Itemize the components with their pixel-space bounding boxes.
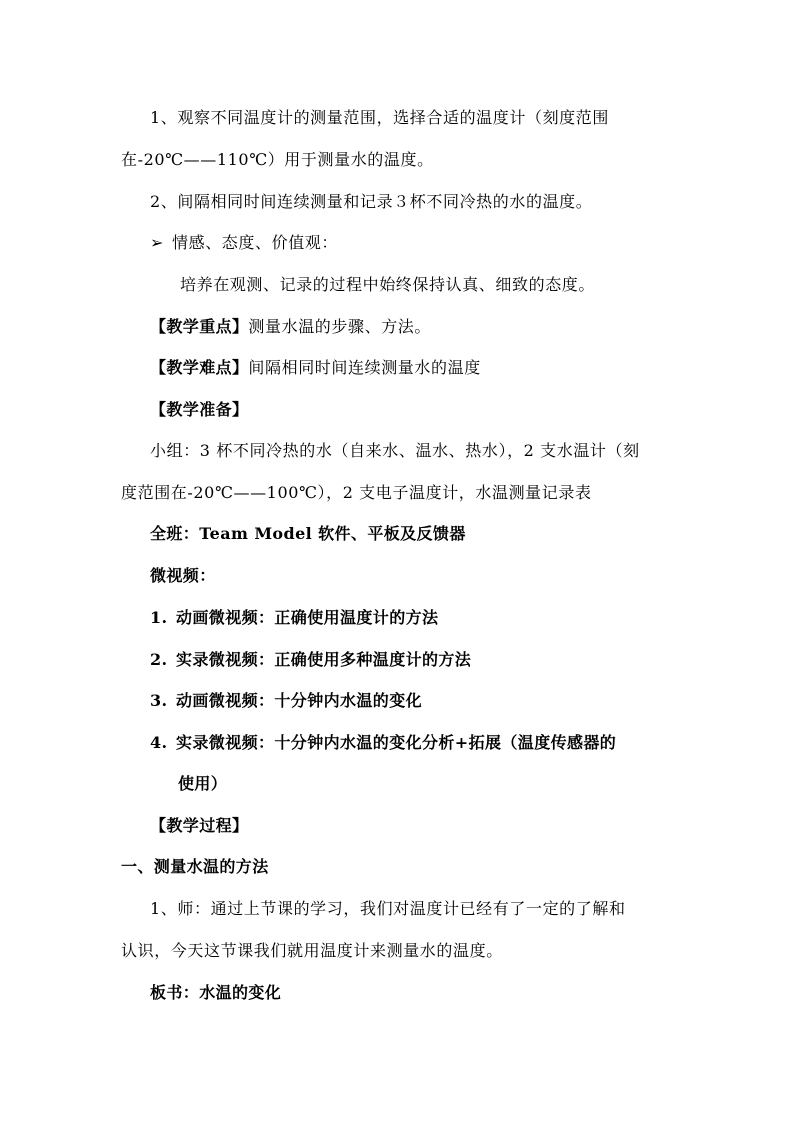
paragraph-text: 在-20℃——110℃）用于测量水的温度。 [121, 150, 434, 169]
list-number: 4. [150, 733, 168, 752]
process-step-1-line-1 [150, 899, 626, 919]
teaching-process-heading [150, 816, 248, 836]
section-heading: 【教学准备】 [150, 400, 249, 419]
paragraph-text: 间隔相同时间连续测量水的温度 [248, 358, 481, 377]
paragraph-text: 认识，今天这节课我们就用温度计来测量水的温度。 [121, 941, 503, 960]
list-item: 实录微视频：十分钟内水温的变化分析+拓展（温度传感器的 [176, 733, 617, 752]
paragraph-text: 一、测量水温的方法 [121, 857, 269, 876]
micro-video-item-4 [150, 733, 616, 753]
list-item: 实录微视频：正确使用多种温度计的方法 [176, 650, 472, 669]
paragraph-text: 培养在观测、记录的过程中始终保持认真、细致的态度。 [180, 275, 596, 294]
process-step-1-line-2 [121, 941, 503, 961]
micro-video-item-1 [150, 608, 438, 628]
section-heading: 【教学重点】 [150, 317, 249, 336]
section-heading: 【教学过程】 [150, 816, 249, 835]
list-number: 2. [150, 650, 168, 669]
micro-video-item-3 [150, 691, 422, 711]
list-item: 使用） [178, 774, 228, 793]
part-one-heading [121, 857, 269, 877]
paragraph-text: 测量水温的步骤、方法。 [248, 317, 432, 336]
objective-2 [150, 192, 592, 212]
paragraph-text: 情感、态度、价值观： [172, 233, 339, 252]
attitude-heading [150, 233, 338, 253]
paragraph-text: 小组：3 杯不同冷热的水（自来水、温水、热水），2 支水温计（刻 [150, 441, 640, 460]
micro-video-item-4-continued [178, 774, 227, 794]
list-number: 1. [150, 608, 168, 627]
section-heading: 【教学难点】 [150, 358, 249, 377]
micro-video-item-2 [150, 650, 471, 670]
teaching-difficulty [150, 358, 481, 378]
attitude-text [180, 275, 595, 295]
paragraph-text: 2、间隔相同时间连续测量和记录３杯不同冷热的水的温度。 [150, 192, 593, 211]
objective-1-line-1 [150, 108, 609, 128]
paragraph-text: 全班：Team Model 软件、平板及反馈器 [150, 524, 466, 543]
objective-1-line-2 [121, 150, 434, 170]
paragraph-text: 度范围在-20℃——100℃），2 支电子温度计，水温测量记录表 [121, 483, 592, 502]
teaching-focus [150, 317, 431, 337]
teaching-preparation-heading [150, 400, 248, 420]
list-number: 3. [150, 691, 168, 710]
group-materials-line-1 [150, 441, 640, 461]
arrow-bullet-icon: ➢ [150, 233, 165, 252]
group-materials-line-2 [121, 483, 592, 503]
class-materials [150, 524, 466, 544]
blackboard-writing [150, 983, 281, 1003]
paragraph-text: 1、师：通过上节课的学习，我们对温度计已经有了一定的了解和 [150, 899, 626, 918]
micro-video-heading [150, 566, 216, 586]
paragraph-text: 1、观察不同温度计的测量范围，选择合适的温度计（刻度范围 [150, 108, 609, 127]
list-item: 动画微视频：正确使用温度计的方法 [176, 608, 439, 627]
paragraph-text: 板书：水温的变化 [150, 983, 282, 1002]
paragraph-text: 微视频： [150, 566, 216, 585]
list-item: 动画微视频：十分钟内水温的变化 [176, 691, 423, 710]
